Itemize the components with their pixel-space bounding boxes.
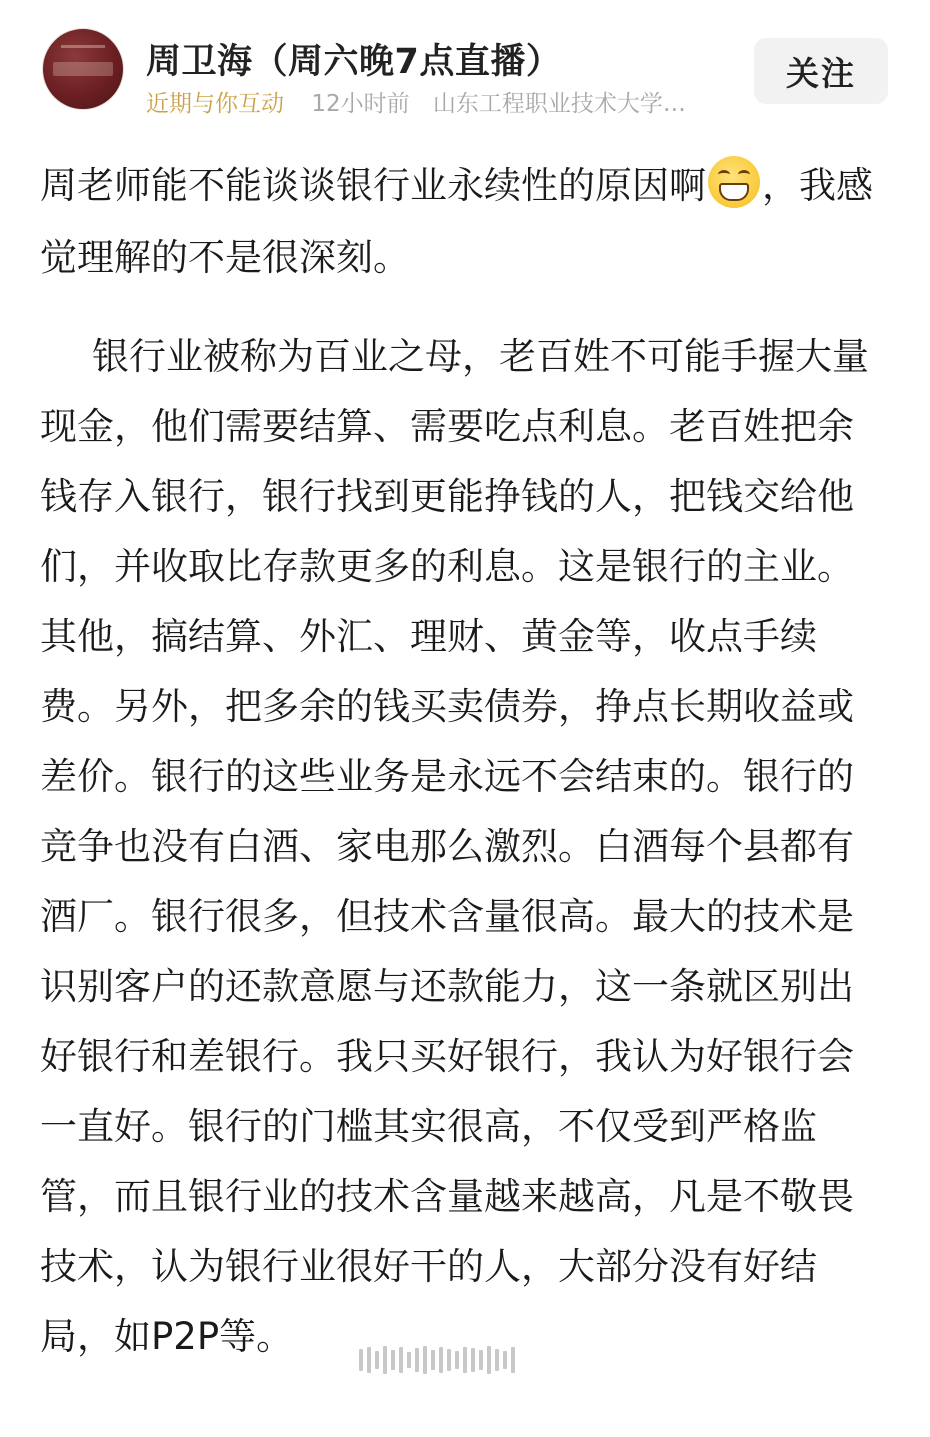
interaction-badge: 近期与你互动 (146, 91, 284, 117)
avatar-book-line (61, 45, 105, 48)
question-text-part2: ，我感觉理解的不是很深刻。 (40, 164, 873, 279)
grinning-face-icon (708, 156, 760, 208)
post-time: 12小时前 (311, 91, 410, 117)
post-meta (146, 85, 726, 118)
avatar[interactable] (42, 28, 124, 110)
question-text-part1: 周老师能不能谈谈银行业永续性的原因啊 (40, 164, 706, 207)
follow-button[interactable]: 关注 (754, 38, 888, 104)
post-header (0, 0, 930, 130)
audio-waveform-icon (307, 1324, 519, 1354)
question-text (40, 150, 890, 294)
avatar-book-title (53, 62, 113, 76)
post-location: 山东工程职业技术大学… (432, 91, 686, 117)
answer-body: 银行业被称为百业之母，老百姓不可能手握大量现金，他们需要结算、需要吃点利息。老百姓把余钱存入银行，银行找到更能挣钱的人，把钱交给他们，并收取比存款更多的利息。这是银行的主业。其他，搞结算、外汇、理财、黄金等，收点手续费。另外，把多余的钱买卖债券，挣点长期收益或差价。银行的这些业务是永远不会结束的。银行的竞争也没有白酒、家电那么激烈。白酒每个县都有酒厂。银行很多，但技术含量很高。最大的技术是识别客户的还款意愿与还款能力，这一条就区别出好银行和差银行。我只买好银行，我认为好银行会一直好。银行的门槛其实很高，不仅受到严格监管，而且银行业的技术含量越来越高，凡是不敬畏技术，认为银行业很好干的人，大部分没有好结局，如P2P等。 (40, 335, 869, 1358)
answer-text (40, 322, 890, 1372)
author-name[interactable]: 周卫海（周六晚7点直播） (146, 42, 562, 82)
